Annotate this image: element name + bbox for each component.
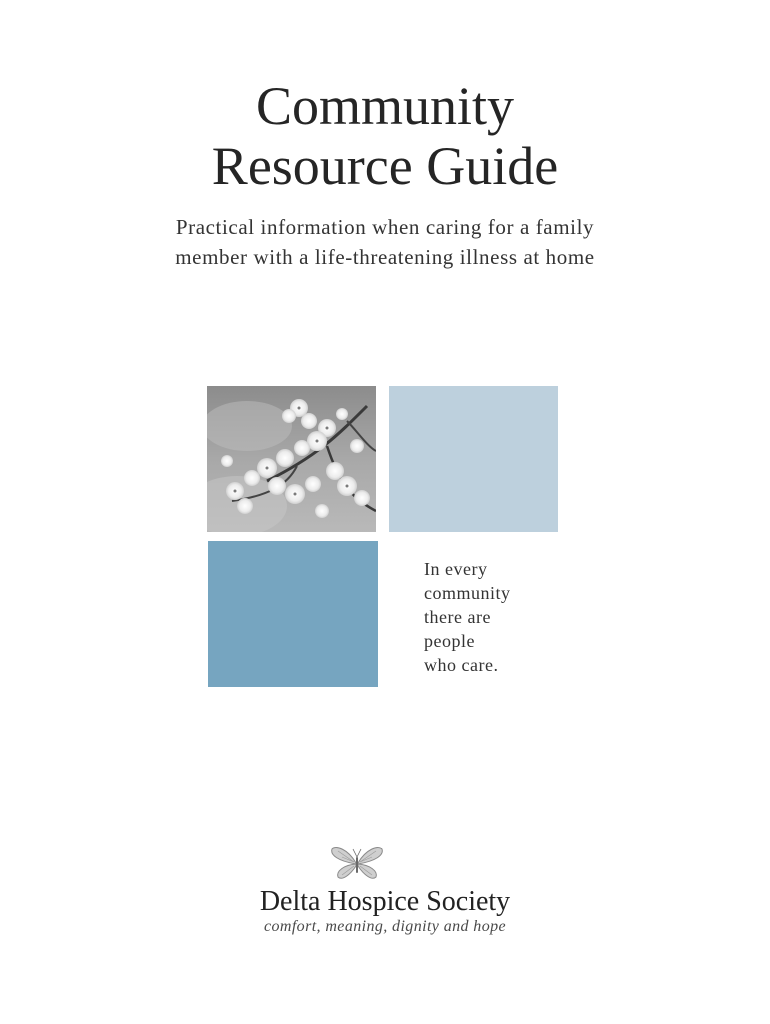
page-title [0, 76, 770, 196]
tagline-line-5: who care. [424, 655, 499, 675]
butterfly-icon [330, 843, 384, 883]
organization-name: Delta Hospice Society [259, 886, 511, 917]
tagline [424, 557, 511, 677]
tagline-line-2: community [424, 583, 511, 603]
tagline-line-1: In every [424, 559, 488, 579]
light-blue-tile [389, 386, 558, 532]
subtitle [0, 212, 770, 272]
title-line-1: Community [255, 76, 515, 136]
subtitle-line-2: member with a life-threatening illness at home [175, 245, 595, 269]
organization-motto: comfort, meaning, dignity and hope [263, 918, 506, 935]
tagline-line-4: people [424, 631, 475, 651]
tagline-line-3: there are [424, 607, 491, 627]
blossom-branch-illustration [207, 386, 376, 532]
dark-blue-tile [208, 541, 378, 687]
title-line-2: Resource Guide [211, 136, 559, 196]
subtitle-line-1: Practical information when caring for a family [175, 215, 595, 239]
blossom-photo [207, 386, 376, 532]
